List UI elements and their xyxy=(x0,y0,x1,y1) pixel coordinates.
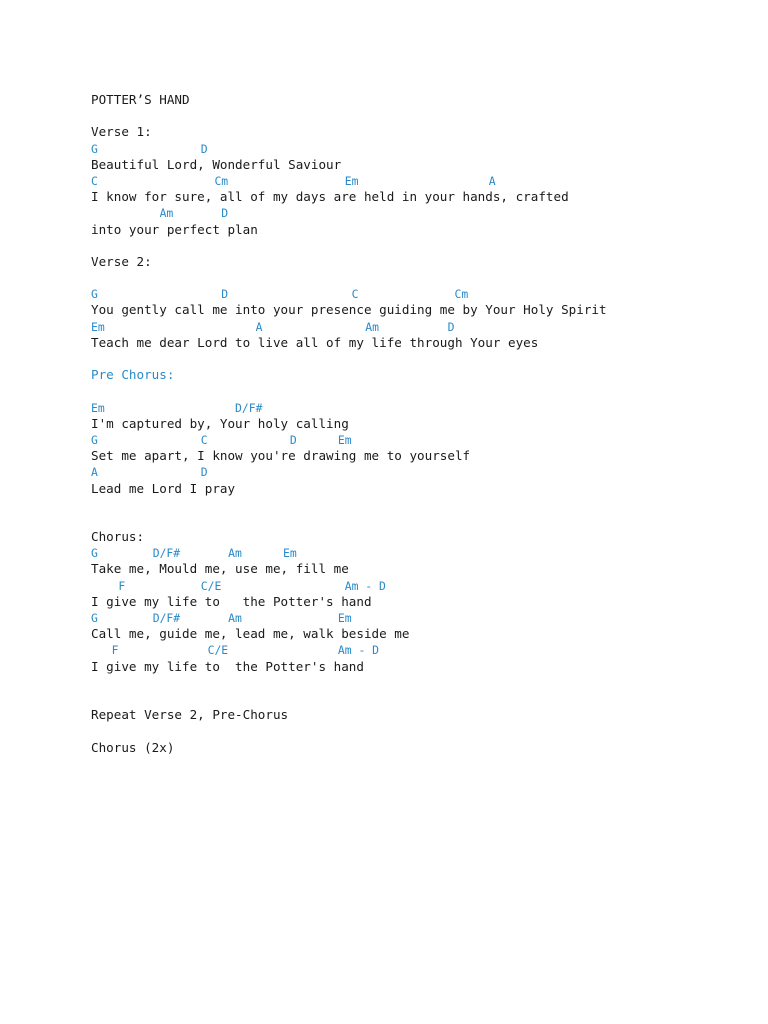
song-title: POTTER’S HAND xyxy=(91,92,190,107)
spacer xyxy=(91,383,731,399)
chord-line: G D C Cm xyxy=(91,287,469,302)
chord-line: Em A Am D xyxy=(91,319,455,334)
chord-line: F C/E Am - D xyxy=(91,578,386,593)
song-lines xyxy=(91,124,731,755)
spacer xyxy=(91,513,731,529)
section-heading: Pre Chorus: xyxy=(91,367,175,383)
chord-sheet xyxy=(91,92,731,756)
chord-line: A D xyxy=(91,465,208,480)
chord-line: Am D xyxy=(91,206,229,221)
spacer xyxy=(91,497,731,513)
section-heading: Chorus (2x) xyxy=(91,739,175,755)
chord-line: C Cm Em A xyxy=(91,173,496,188)
chord-line: G D xyxy=(91,141,208,156)
section-heading: Verse 1: xyxy=(91,124,152,140)
lyric-line: I give my life to the Potter's hand xyxy=(91,593,372,609)
lyric-line: Teach me dear Lord to live all of my life through Your eyes xyxy=(91,334,539,350)
lyric-line: I know for sure, all of my days are held in your hands, crafted xyxy=(91,189,569,205)
chord-line: F C/E Am - D xyxy=(91,643,380,658)
section-heading: Chorus: xyxy=(91,529,145,545)
spacer xyxy=(91,238,731,254)
lyric-line: Set me apart, I know you're drawing me to yourself xyxy=(91,448,471,464)
spacer xyxy=(91,270,731,286)
section-heading: Verse 2: xyxy=(91,253,152,269)
spacer xyxy=(91,723,731,739)
lyric-line: I give my life to the Potter's hand xyxy=(91,658,364,674)
spacer xyxy=(91,108,731,124)
lyric-line: Beautiful Lord, Wonderful Saviour xyxy=(91,156,342,172)
chord-line: G D/F# Am Em xyxy=(91,611,352,625)
lyric-line: Take me, Mould me, use me, fill me xyxy=(91,561,349,577)
lyric-line: You gently call me into your presence guiding me by Your Holy Spirit xyxy=(91,302,607,318)
chord-line: G D/F# Am Em xyxy=(91,546,297,561)
lyric-line: Call me, guide me, lead me, walk beside me xyxy=(91,626,410,642)
lyric-line: I'm captured by, Your holy calling xyxy=(91,415,349,431)
lyric-line: into your perfect plan xyxy=(91,221,258,237)
spacer xyxy=(91,675,731,691)
spacer xyxy=(91,691,731,707)
chord-line: Em D/F# xyxy=(91,400,263,415)
lyric-line: Lead me Lord I pray xyxy=(91,480,236,496)
section-heading: Repeat Verse 2, Pre-Chorus xyxy=(91,707,289,723)
chord-line: G C D Em xyxy=(91,432,352,447)
spacer xyxy=(91,351,731,367)
